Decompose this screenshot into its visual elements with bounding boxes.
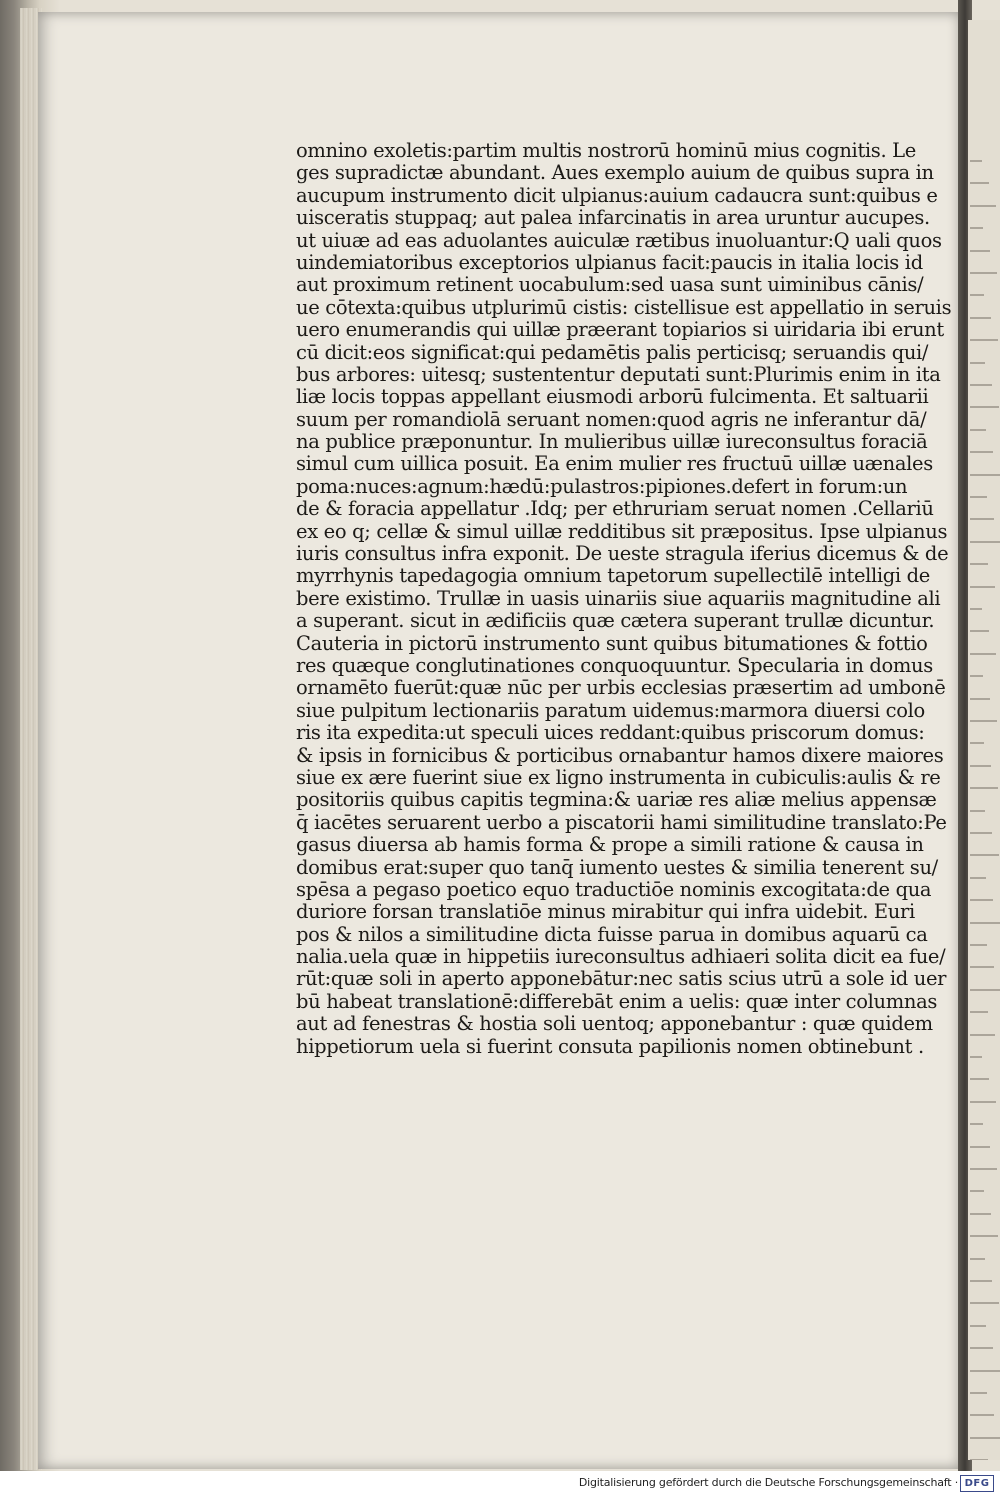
text-line: myrrhynis tapedagogia omnium tapetorum supellectilē intelligi de (296, 564, 930, 588)
page-text-block (296, 139, 952, 1058)
text-line: spēsa a pegaso poetico equo traductiōe nominis excogitata:de qua (296, 877, 932, 901)
facing-page-text-trace (970, 1347, 993, 1349)
text-line: ornamēto fuerūt:quæ nūc per urbis ecclesias præsertim ad umbonē (296, 676, 946, 700)
dfg-logo: DFG (960, 1475, 994, 1492)
text-line: na publice præponuntur. In mulieribus uillæ iureconsultus foraciā (296, 430, 928, 454)
facing-page-text-trace (970, 944, 987, 946)
text-line: Cauteria in pictorū instrumento sunt quibus bitumationes & fottio (296, 631, 928, 655)
facing-page-text-trace (970, 989, 1000, 991)
facing-page-edge (968, 20, 1000, 1460)
facing-page-text-trace (970, 832, 992, 834)
facing-page-text-trace (970, 922, 1000, 924)
facing-page-text-trace (970, 1101, 996, 1103)
text-line: hippetiorum uela si fuerint consuta papilionis nomen obtinebunt . (296, 1034, 924, 1058)
text-line: ex eo q; cellæ & simul uillæ redditibus sit præpositus. Ipse ulpianus (296, 519, 948, 543)
facing-page-text-trace (970, 1168, 997, 1170)
facing-page-text-trace (970, 586, 995, 588)
facing-page-text-trace (970, 496, 987, 498)
text-line: aucupum instrumento dicit ulpianus:auium cadaucra sunt:quibus e (296, 183, 938, 207)
facing-page-text-trace (970, 742, 984, 744)
text-line: rūt:quæ soli in aperto apponebātur:nec satis scius utrū a sole id uer (296, 967, 947, 991)
facing-page-text-trace (970, 474, 1000, 476)
text-line: uindemiatoribus exceptorios ulpianus facit:paucis in italia locis id (296, 250, 923, 274)
facing-page-text-trace (970, 272, 997, 274)
text-line: duriore forsan translatiōe minus mirabitur qui infra uidebit. Euri (296, 900, 915, 924)
facing-page-text-trace (970, 1190, 984, 1192)
text-line: simul cum uillica posuit. Ea enim mulier res fructuū uillæ uænales (296, 452, 933, 476)
facing-page-text-trace (970, 250, 990, 252)
text-line: a superant. sicut in ædificiis quæ cætera superant trullæ dicuntur. (296, 609, 935, 633)
facing-page-text-trace (970, 854, 999, 856)
facing-page-text-trace (970, 765, 991, 767)
text-line: omnino exoletis:partim multis nostrorū hominū mius cognitis. Le (296, 139, 916, 162)
text-line: & ipsis in fornicibus & porticibus ornabantur hamos dixere maiores (296, 743, 944, 767)
facing-page-text-trace (970, 294, 984, 296)
facing-page-text-trace (970, 541, 1000, 543)
text-line: q̄ iacētes seruarent uerbo a piscatorii hami similitudine translato:Pe (296, 810, 947, 834)
facing-page-text-trace (970, 429, 986, 431)
facing-page-text-trace (970, 899, 993, 901)
facing-page-text-trace (970, 1258, 985, 1260)
digitization-credit: Digitalisierung gefördert durch die Deutsche Forschungsgemeinschaft · (578, 1476, 958, 1489)
facing-page-text-trace (970, 630, 989, 632)
text-line: suum per romandiolā seruant nomen:quod agris ne inferantur dā/ (296, 407, 927, 431)
text-line: bere existimo. Trullæ in uasis uinariis siue aquariis magnitudine ali (296, 586, 941, 610)
facing-page-text-trace (970, 227, 983, 229)
text-line: de & foracia appellatur .Idq; per ethruriam seruat nomen .Cellariū (296, 497, 934, 521)
text-line: aut ad fenestras & hostia soli uentoq; apponebantur : quæ quidem (296, 1012, 933, 1036)
facing-page-text-trace (970, 877, 986, 879)
text-line: ut uiuæ ad eas aduolantes auiculæ rætibus inuoluantur:Q uali quos (296, 228, 942, 252)
facing-page-text-trace (970, 362, 985, 364)
text-line: pos & nilos a similitudine dicta fuisse parua in domibus aquarū ca (296, 922, 928, 946)
text-line: liæ locis toppas appellant eiusmodi arborū fulcimenta. Et saltuarii (296, 385, 929, 409)
facing-page-text-trace (970, 1414, 994, 1416)
text-line: domibus erat:super quo tanq̄ iumento uestes & similia tenerent su/ (296, 855, 938, 879)
facing-page-text-trace (970, 1011, 988, 1013)
text-line: poma:nuces:agnum:hædū:pulastros:pipiones.defert in forum:un (296, 474, 908, 498)
facing-page-text-trace (970, 1280, 992, 1282)
facing-page-text-trace (970, 563, 988, 565)
facing-page-text-trace (970, 1302, 999, 1304)
facing-page-text-trace (970, 1078, 989, 1080)
facing-page-text-trace (970, 653, 996, 655)
text-line: positoriis quibus capitis tegmina:& uariæ res aliæ melius appensæ (296, 788, 937, 812)
facing-page-text-trace (970, 317, 991, 319)
facing-page-text-trace (970, 160, 982, 162)
facing-page-text-trace (970, 1056, 982, 1058)
text-line: res quæque conglutinationes conquoquuntur. Specularia in domus (296, 653, 933, 677)
facing-page-text-trace (970, 1146, 990, 1148)
text-line: uero enumerandis qui uillæ præerant topiarios si uiridaria ibi erunt (296, 318, 944, 342)
facing-page-text-trace (970, 1392, 987, 1394)
facing-page-text-trace (970, 810, 985, 812)
facing-page-text-trace (970, 1123, 983, 1125)
facing-page-text-trace (970, 1034, 995, 1036)
facing-page-text-trace (970, 182, 989, 184)
facing-page-text-trace (970, 698, 990, 700)
facing-page-text-trace (970, 1459, 988, 1460)
text-line: gasus diuersa ab hamis forma & prope a simili ratione & causa in (296, 833, 924, 857)
facing-page-text-trace (970, 1325, 986, 1327)
text-line: aut proximum retinent uocabulum:sed uasa sunt uiminibus cānis/ (296, 273, 924, 297)
facing-page-text-trace (970, 384, 992, 386)
facing-page-text-trace (970, 1213, 991, 1215)
facing-page-text-trace (970, 787, 998, 789)
facing-page-text-trace (970, 518, 994, 520)
facing-page-text-trace (970, 1235, 998, 1237)
facing-page-text-trace (970, 406, 999, 408)
text-line: ris ita expedita:ut speculi uices reddant:quibus priscorum domus: (296, 721, 925, 745)
facing-page-text-trace (970, 720, 997, 722)
facing-page-text-trace (970, 608, 982, 610)
text-line: siue pulpitum lectionariis paratum uidemus:marmora diuersi colo (296, 698, 925, 722)
facing-page-text-trace (970, 1370, 1000, 1372)
facing-page-text-trace (970, 966, 994, 968)
text-line: siue ex ære fuerint siue ex ligno instrumenta in cubiculis:aulis & re (296, 765, 941, 789)
text-line: bus arbores: uitesq; sustententur deputati sunt:Plurimis enim in ita (296, 362, 941, 386)
text-line: bū habeat translationē:differebāt enim a uelis: quæ inter columnas (296, 989, 937, 1013)
text-line: ges supradictæ abundant. Aues exemplo auium de quibus supra in (296, 161, 934, 185)
text-line: uisceratis stuppaq; aut palea infarcinatis in area uruntur aucupes. (296, 206, 930, 230)
facing-page-text-trace (970, 1437, 1000, 1439)
facing-page-text-trace (970, 205, 996, 207)
facing-page-text-trace (970, 675, 983, 677)
text-line: cū dicit:eos significat:qui pedamētis palis perticisq; seruandis qui/ (296, 340, 929, 364)
text-line: iuris consultus infra exponit. De ueste stragula iferius dicemus & de (296, 542, 949, 566)
text-line: ue cōtexta:quibus utplurimū cistis: cistellisue est appellatio in seruis (296, 295, 952, 319)
facing-page-text-trace (970, 339, 998, 341)
facing-page-text-trace (970, 451, 993, 453)
text-line: nalia.uela quæ in hippetiis iureconsultus adhiaeri solita dicit ea fue/ (296, 945, 946, 969)
